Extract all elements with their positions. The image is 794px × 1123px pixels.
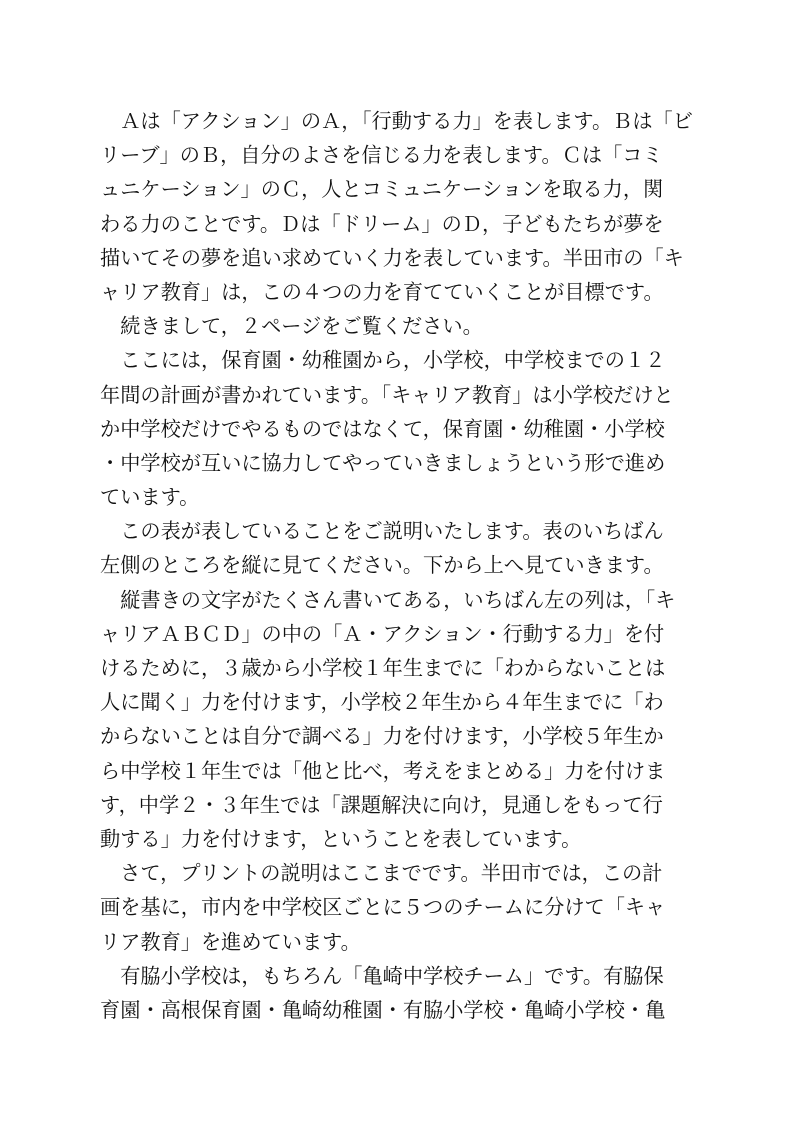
text-line-21: す，中学２・３年生では「課題解決に向け，見通しをもって行	[100, 792, 663, 817]
text-line-18: 人に聞く」力を付けます，小学校２年生から４年生までに「わ	[100, 690, 664, 715]
text-line-11: ・中学校が互いに協力してやっていきましょうという形で進め	[100, 450, 666, 475]
text-line-24: 画を基に，市内を中学校区ごとに５つのチームに分けて「キャ	[100, 895, 666, 920]
text-line-2: リーブ」のＢ，自分のよさを信じる力を表します。Ｃは「コミ	[100, 143, 663, 168]
text-line-26: 有脇小学校は，もちろん「亀崎中学校チーム」です。有脇保	[100, 963, 664, 988]
text-line-4: わる力のことです。Ｄは「ドリーム」のＤ，子どもたちが夢を	[100, 211, 664, 236]
text-line-22: 動する」力を付けます，ということを表しています。	[100, 826, 582, 851]
text-line-19: からないことは自分で調べる」力を付けます，小学校５年生か	[100, 724, 664, 749]
text-line-5: 描いてその夢を追い求めていく力を表しています。半田市の「キ	[100, 245, 684, 270]
text-line-3: ュニケーション」のＣ，人とコミュニケーションを取る力，関	[100, 177, 664, 202]
text-line-8: ここには，保育園・幼稚園から，小学校，中学校までの１２	[100, 348, 666, 373]
body-text	[100, 104, 712, 1027]
text-line-15: 縦書きの文字がたくさん書いてある，いちばん左の列は，「キ	[100, 587, 676, 612]
text-line-10: か中学校だけでやるものではなくて，保育園・幼稚園・小学校	[100, 416, 665, 441]
text-line-16: ャリアＡＢＣＤ」の中の「Ａ・アクション・行動する力」を付	[100, 621, 665, 646]
text-line-12: ています。	[100, 485, 200, 510]
text-line-20: ら中学校１年生では「他と比べ，考えをまとめる」力を付けま	[100, 758, 666, 783]
text-line-25: リア教育」を進めています。	[100, 929, 361, 954]
text-line-7: 続きまして，２ページをご覧ください。	[100, 314, 483, 339]
text-line-17: けるために，３歳から小学校１年生までに「わからないことは	[100, 656, 666, 680]
text-line-6: ャリア教育」は，この４つの力を育てていくことが目標です。	[100, 279, 664, 304]
text-line-13: この表が表していることをご説明いたします。表のいちばん	[100, 519, 664, 544]
text-line-9: 年間の計画が書かれています。「キャリア教育」は小学校だけと	[100, 382, 674, 407]
text-line-27: 育園・高根保育園・亀崎幼稚園・有脇小学校・亀崎小学校・亀	[100, 997, 666, 1022]
text-line-14: 左側のところを縦に見てください。下から上へ見ていきます。	[100, 553, 664, 578]
text-line-1: Ａは「アクション」のＡ，「行動する力」を表します。Ｂは「ビ	[100, 109, 693, 133]
text-line-23: さて，プリントの説明はここまでです。半田市では，この計	[100, 861, 663, 886]
